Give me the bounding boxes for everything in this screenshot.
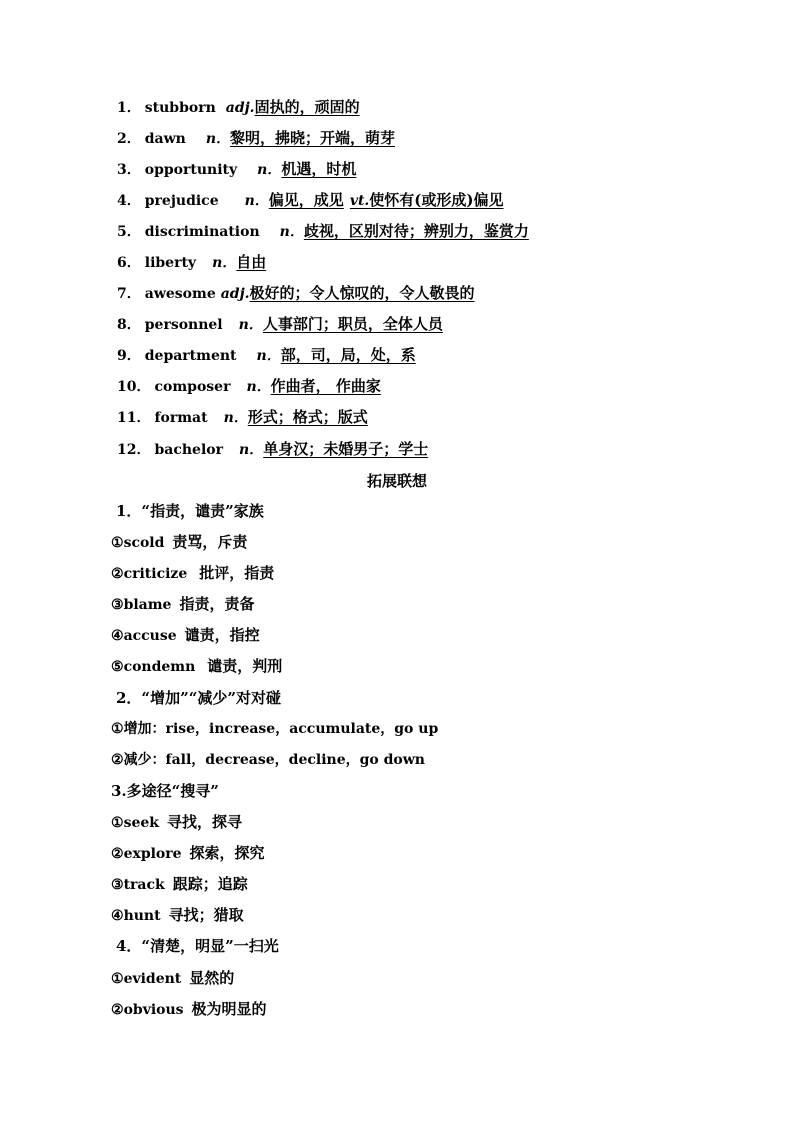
item-marker: ④ (111, 628, 124, 644)
vocab-number: 3． (117, 162, 141, 178)
vocab-meaning: 人事部门；职员，全体人员 (262, 315, 443, 333)
item-chinese: 谴责，判刑 (207, 657, 283, 675)
vocab-word: format (154, 410, 208, 426)
item-marker: ② (111, 1002, 124, 1018)
vocab-number: 5． (117, 224, 141, 240)
vocab-pos: n． (239, 442, 264, 458)
vocab-word: opportunity (144, 162, 238, 178)
item-marker: ③ (111, 877, 124, 893)
item-marker: ② (111, 846, 124, 862)
vocab-pos-secondary: vt. (349, 193, 370, 209)
item-english: explore (123, 846, 182, 862)
group-heading-2: 2．“增加”“减少”对对碰 (116, 689, 281, 707)
item-english: seek (123, 815, 159, 831)
item-english: condemn (123, 659, 196, 675)
vocab-meaning: 形式；格式；版式 (247, 408, 368, 426)
vocab-word: dawn (144, 131, 186, 147)
vocab-number: 12． (117, 442, 151, 458)
vocab-pos: n． (257, 162, 282, 178)
list-item (111, 533, 247, 552)
vocab-meaning: 歧视，区别对待；辨别力，鉴赏力 (303, 222, 529, 240)
vocab-number: 6． (117, 255, 141, 271)
list-item (111, 1000, 267, 1019)
vocab-pos: n． (244, 193, 269, 209)
vocab-word: liberty (144, 255, 197, 271)
vocab-word: discrimination (144, 224, 260, 240)
vocab-item-12 (117, 440, 428, 459)
vocab-item-9 (117, 346, 416, 365)
item-chinese: 跟踪；追踪 (172, 875, 248, 893)
item-chinese: 显然的 (189, 969, 235, 987)
vocab-meaning: 固执的，顽固的 (254, 98, 360, 116)
item-chinese: 谴责，指控 (184, 626, 260, 644)
item-marker: ① (111, 971, 124, 987)
item-marker: ⑤ (111, 659, 124, 675)
vocab-number: 8． (117, 317, 141, 333)
list-item (111, 906, 244, 925)
item-english: track (123, 877, 165, 893)
vocab-word: awesome (144, 286, 216, 302)
vocab-pos: n． (256, 348, 281, 364)
item-marker: ① (111, 535, 124, 551)
item-chinese: 批评，指责 (199, 564, 275, 582)
group-heading-4: 4．“清楚，明显”一扫光 (116, 937, 279, 955)
vocab-meaning: 自由 (236, 253, 267, 271)
item-marker: ② (111, 752, 124, 768)
list-item (111, 844, 265, 863)
vocab-item-6 (117, 253, 266, 272)
item-chinese: 寻找；猎取 (168, 906, 244, 924)
vocab-word: composer (154, 379, 231, 395)
list-item (111, 751, 425, 769)
item-english: obvious (123, 1002, 184, 1018)
vocab-number: 1． (117, 100, 141, 116)
item-chinese: 指责，责备 (179, 595, 255, 613)
item-chinese: 探索，探究 (189, 844, 265, 862)
item-chinese: 寻找，探寻 (166, 813, 242, 831)
item-marker: ② (111, 566, 124, 582)
vocab-pos: n． (238, 317, 263, 333)
item-chinese: 极为明显的 (191, 1000, 267, 1018)
vocab-item-3 (117, 160, 356, 179)
item-english: evident (123, 971, 182, 987)
vocab-pos: n． (212, 255, 237, 271)
list-item (111, 564, 274, 583)
list-item (111, 657, 282, 676)
vocab-item-8 (117, 315, 443, 334)
vocab-pos: n． (279, 224, 304, 240)
vocab-number: 11． (117, 410, 151, 426)
item-marker: ③ (111, 597, 124, 613)
vocab-number: 4． (117, 193, 141, 209)
item-marker: ④ (111, 908, 124, 924)
item-english: scold (123, 535, 165, 551)
list-item (111, 595, 254, 614)
vocab-meaning: 极好的；令人惊叹的，令人敬畏的 (249, 284, 475, 302)
item-marker: ① (111, 815, 124, 831)
group-heading-1: 1．“指责，谴责”家族 (116, 502, 264, 520)
vocab-item-5 (117, 222, 529, 241)
item-english: hunt (123, 908, 161, 924)
vocab-number: 10． (117, 379, 151, 395)
vocab-number: 7． (117, 286, 141, 302)
vocab-meaning: 机遇，时机 (281, 160, 357, 178)
vocab-item-1 (117, 98, 360, 117)
vocab-meaning: 黎明，拂晓；开端，萌芽 (230, 129, 396, 147)
vocab-item-10 (117, 377, 381, 396)
vocab-item-7 (117, 284, 475, 303)
vocab-pos: n． (223, 410, 248, 426)
vocab-pos: adj. (220, 286, 250, 302)
section-title: 拓展联想 (366, 472, 427, 490)
vocab-word: bachelor (154, 442, 223, 458)
vocab-number: 9． (117, 348, 141, 364)
vocab-item-2 (117, 129, 395, 148)
vocab-item-4 (117, 191, 504, 210)
item-english: criticize (123, 566, 188, 582)
vocab-pos: n． (246, 379, 271, 395)
vocab-item-11 (117, 408, 368, 427)
vocab-meaning: 部，司，局，处，系 (280, 346, 416, 364)
item-english: 增加：rise，increase，accumulate，go up (123, 721, 439, 737)
list-item (111, 720, 438, 738)
item-marker: ① (111, 721, 124, 737)
list-item (111, 813, 242, 832)
list-item (111, 875, 248, 894)
list-item (111, 969, 234, 988)
vocab-number: 2． (117, 131, 141, 147)
vocab-meaning: 作曲者， 作曲家 (270, 377, 381, 395)
vocab-word: department (144, 348, 237, 364)
vocab-word: stubborn (144, 100, 216, 116)
item-english: accuse (123, 628, 177, 644)
vocab-meaning: 偏见，成见 (268, 191, 344, 209)
item-english: 减少：fall，decrease，decline，go down (123, 752, 425, 768)
item-english: blame (123, 597, 172, 613)
vocab-pos: adj. (225, 100, 255, 116)
vocab-word: prejudice (144, 193, 219, 209)
group-heading-3: 3.多途径“搜寻” (111, 782, 219, 800)
item-chinese: 责骂，斥责 (172, 533, 248, 551)
vocab-meaning-secondary: 使怀有(或形成)偏见 (369, 191, 504, 209)
vocab-pos: n． (205, 131, 231, 147)
vocab-word: personnel (144, 317, 223, 333)
list-item (111, 626, 260, 645)
vocab-meaning: 单身汉；未婚男子；学士 (263, 440, 429, 458)
